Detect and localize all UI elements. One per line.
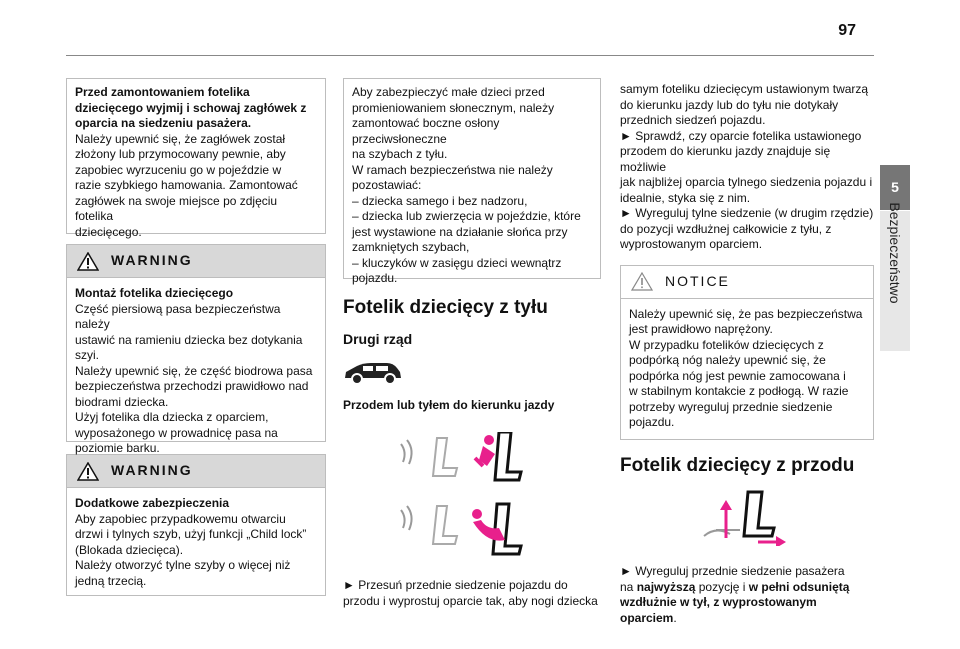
box-line: – kluczyków w zasięgu dzieci wewnątrz [352,255,562,270]
warning-line: Należy otworzyć tylne szyby o więcej niż [75,558,291,572]
headrest-line: zapobiec wyrzuceniu go w pojeździe w [75,162,282,177]
warning-header [67,245,325,278]
bold-span: wzdłużnie w tył, z wyprostowanym oparciem [620,595,817,625]
box-line: Aby zabezpieczyć małe dzieci przed [352,85,545,99]
column-2 [343,78,601,609]
final-line: ► Wyreguluj przednie siedzenie pasażera [620,564,845,578]
figure-caption: Przodem lub tyłem do kierunku jazdy [343,398,555,412]
warning-line: Użyj fotelika dla dziecka z oparciem, [75,410,269,424]
text-line: ► Sprawdź, czy oparcie fotelika ustawionego [620,128,862,143]
header-rule [66,55,874,56]
column-1 [66,78,326,596]
section-title-front: Fotelik dziecięcy z przodu [620,454,855,476]
warning-line: biodrami dziecka. [75,394,169,409]
box-line: na szybach z tyłu. [352,147,448,161]
box-line: pojazdu. [352,271,398,285]
box-line: zamontować boczne osłony przeciwsłoneczne [352,116,500,146]
notice-line: potrzeby wyreguluj przednie siedzenie [629,399,833,414]
warning-line: drzwi i tylnych szyb, użyj funkcji „Child lock” [75,527,307,541]
notice-box [620,265,874,440]
box-line: – dziecka samego i bez nadzoru, [352,193,528,208]
chapter-tab[interactable]: 5 [880,165,910,210]
chapter-title: Bezpieczeństwo [887,202,903,304]
car-icon [343,360,403,386]
warning-line: jedną trzecią. [75,573,147,588]
notice-line: Należy upewnić się, że pas bezpieczeństwa [629,306,863,321]
box-line: zamkniętych szybach, [352,240,470,254]
text-line: przodem do kierunku jazdy znajduje się możliwie [620,144,831,174]
box-line: pozostawiać: [352,178,422,192]
text-line: samym foteliku dziecięcym ustawionym twarzą [620,82,869,96]
instruction-line: ► Przesuń przednie siedzenie pojazdu do [343,578,568,592]
warning-line: bezpieczeństwa przechodzi prawidłowo nad [75,379,309,393]
notice-line: podpórka nóg jest pewnie zamocowana i [629,368,846,383]
box-line: jest wystawione na działanie słońca przy [352,224,568,239]
notice-line: jest prawidłowo naprężony. [629,322,773,336]
notice-line: W przypadku fotelików dziecięcych z [629,337,824,352]
notice-header [621,266,873,299]
notice-triangle-icon [631,272,653,291]
box-line: – dziecka lub zwierzęcia w pojeździe, które [352,209,581,223]
page-number: 97 [838,22,856,39]
warning-line: szyi. [75,348,99,362]
headrest-line: złożony lub przymocowany pewnie, aby [75,147,286,161]
sun-protection-box [343,78,601,285]
warning-line: Część piersiową pasa bezpieczeństwa należy [75,301,281,331]
warning-box-1 [66,244,326,455]
warning-title: Dodatkowe zabezpieczenia [75,496,230,510]
text-span: . [673,610,677,625]
front-seat-adjust-illustration [696,490,786,546]
warning-triangle-icon [77,462,99,481]
text-span: pozycję i [695,579,749,594]
warning-line: ustawić na ramieniu dziecka bez dotykania [75,332,303,347]
warning-header [67,455,325,488]
text-line: przednich siedzeń pojazdu. [620,113,766,127]
warning-line: wyposażonego w prowadnicę pasa na [75,425,278,440]
text-line: do kierunku jazdy lub do tyłu nie dotykały [620,97,839,112]
subsection-title: Drugi rząd [343,331,413,347]
warning-title: Montaż fotelika dziecięcego [75,286,234,300]
section-title-rear: Fotelik dziecięcy z tyłu [343,297,548,318]
headrest-box [66,78,326,239]
text-line: wyprostowanym oparciem. [620,237,763,251]
column-3 [620,82,874,626]
bold-span: najwyższą [636,579,696,594]
headrest-line: zagłówek na swoje miejsce po zdjęciu fotelika [75,193,278,223]
warning-box-2 [66,454,326,596]
text-line: ► Wyreguluj tylne siedzenie (w drugim rzędzie) [620,206,874,220]
box-line: W ramach bezpieczeństwa nie należy [352,162,553,177]
final-line [620,595,874,626]
notice-line: w stabilnym kontakcie z podłogą. W razie [629,384,849,398]
box-line: promieniowaniem słonecznym, należy [352,100,555,115]
headrest-line: dziecięcego. [75,224,142,239]
warning-label: WARNING [111,462,193,479]
instruction-line: przodu i wyprostuj oparcie tak, aby nogi dziecka [343,593,598,608]
text-line: do pozycji wzdłużnej całkowicie z tyłu, z [620,221,832,236]
warning-line: (Blokada dziecięca). [75,542,184,557]
seat-positions-illustration [391,432,551,562]
text-span: na [620,579,637,594]
final-line [620,580,874,596]
notice-line: pojazdu. [629,415,675,429]
notice-label: NOTICE [665,272,730,289]
warning-label: WARNING [111,252,193,269]
warning-line: poziomie barku. [75,441,160,455]
text-line: jak najbliżej oparcia tylnego siedzenia pojazdu i [620,175,873,189]
notice-line: podpórką nóg należy upewnić się, że [629,353,826,367]
headrest-title: Przed zamontowaniem fotelika dziecięcego wyjmij i schowaj zagłówek z oparcia na siedzeniu pasażera. [75,85,307,130]
warning-line: Należy upewnić się, że część biodrowa pasa [75,363,313,378]
bold-span: w pełni odsuniętą [748,579,850,594]
warning-line: Aby zapobiec przypadkowemu otwarciu [75,511,286,526]
warning-triangle-icon [77,252,99,271]
text-line: idealnie, styka się z nim. [620,190,751,205]
headrest-line: razie szybkiego hamowania. Zamontować [75,178,298,192]
headrest-line: Należy upewnić się, że zagłówek został [75,131,286,146]
